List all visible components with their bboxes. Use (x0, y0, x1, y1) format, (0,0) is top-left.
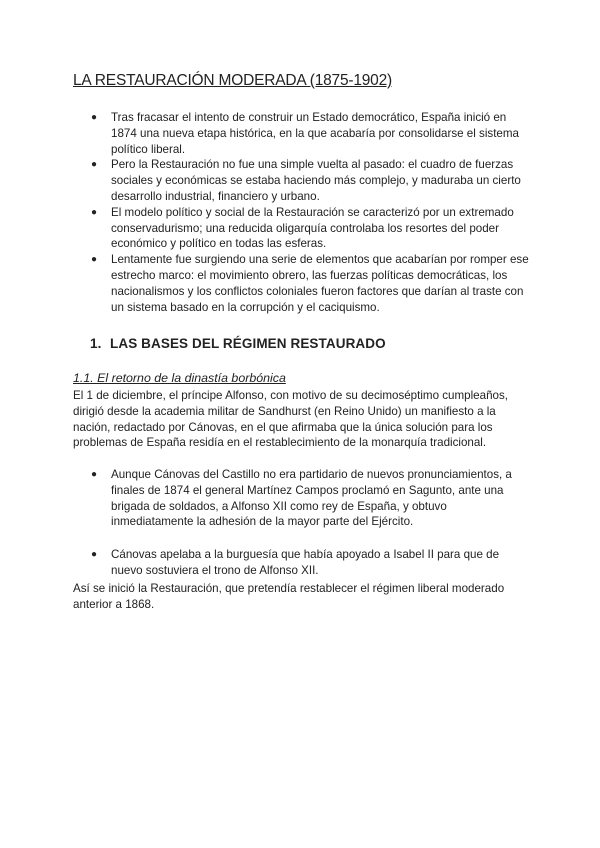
bullet-list (91, 547, 531, 579)
bullet-icon: ● (91, 112, 98, 123)
bullet-text: El modelo político y social de la Restauración se caracterizó por un extremado conservadurismo; una reducida oligarquía controlaba los resortes del poder económico y político en todas las esferas. (111, 205, 514, 251)
list-item (91, 205, 531, 252)
bullet-icon: ● (91, 206, 98, 218)
paragraph: El 1 de diciembre, el príncipe Alfonso, con motivo de su decimoséptimo cumpleaños, dirigió desde la academia militar de Sandhurst (en Reino Unido) un manifiesto a la nación, redactado por Cánovas, en el que afirmaba que la única solución para los problemas de España residía en el restablecimiento de la monarquía tradicional. (73, 389, 508, 450)
bullet-icon: ● (91, 254, 98, 266)
bullet-icon: ● (91, 549, 98, 560)
bullet-text: Aunque Cánovas del Castillo no era partidario de nuevos pronunciamientos, a finales de 1874 el general Martínez Campos proclamó en Sagunto, ante una brigada de soldados, a Alfonso XII como rey de España, y obtuvo inmediatamente la adhesión de la mayor parte del Ejército. (111, 468, 512, 529)
section-number: 1. (90, 336, 102, 351)
list-item (91, 467, 531, 530)
bullet-text: Cánovas apelaba a la burguesía que había apoyado a Isabel II para que de nuevo sostuviera el trono de Alfonso XII. (111, 548, 500, 577)
bullet-text: Lentamente fue surgiendo una serie de elementos que acabarían por romper ese estrecho marco: el movimiento obrero, las fuerzas políticas democráticas, los nacionalismos y los conflictos coloniales fueron factores que darían al traste con un sistema basado en la corrupción y el caciquismo. (111, 253, 529, 314)
paragraph: Así se inició la Restauración, que pretendía restablecer el régimen liberal moderado anterior a 1868. (73, 582, 505, 611)
bullet-icon: ● (91, 469, 98, 480)
section-title: LAS BASES DEL RÉGIMEN RESTAURADO (110, 336, 386, 351)
bullet-text: Pero la Restauración no fue una simple vuelta al pasado: el cuadro de fuerzas sociales y económicas se estaba haciendo más complejo, y maduraba un cierto desarrollo industrial, financiero y urbano. (111, 158, 521, 203)
subsection-heading: 1.1. El retorno de la dinastía borbónica (73, 371, 286, 385)
list-item (91, 157, 531, 204)
bullet-icon: ● (91, 159, 98, 171)
list-item (91, 252, 531, 315)
bullet-list (91, 467, 531, 530)
list-item (91, 547, 531, 579)
section-heading (90, 336, 386, 351)
intro-bullet-list (91, 110, 531, 315)
list-item (91, 110, 531, 157)
document-title: LA RESTAURACIÓN MODERADA (1875-1902) (73, 72, 392, 89)
bullet-text: Tras fracasar el intento de construir un Estado democrático, España inició en 1874 una nueva etapa histórica, en la que acabaría por consolidarse el sistema político liberal. (111, 111, 519, 156)
